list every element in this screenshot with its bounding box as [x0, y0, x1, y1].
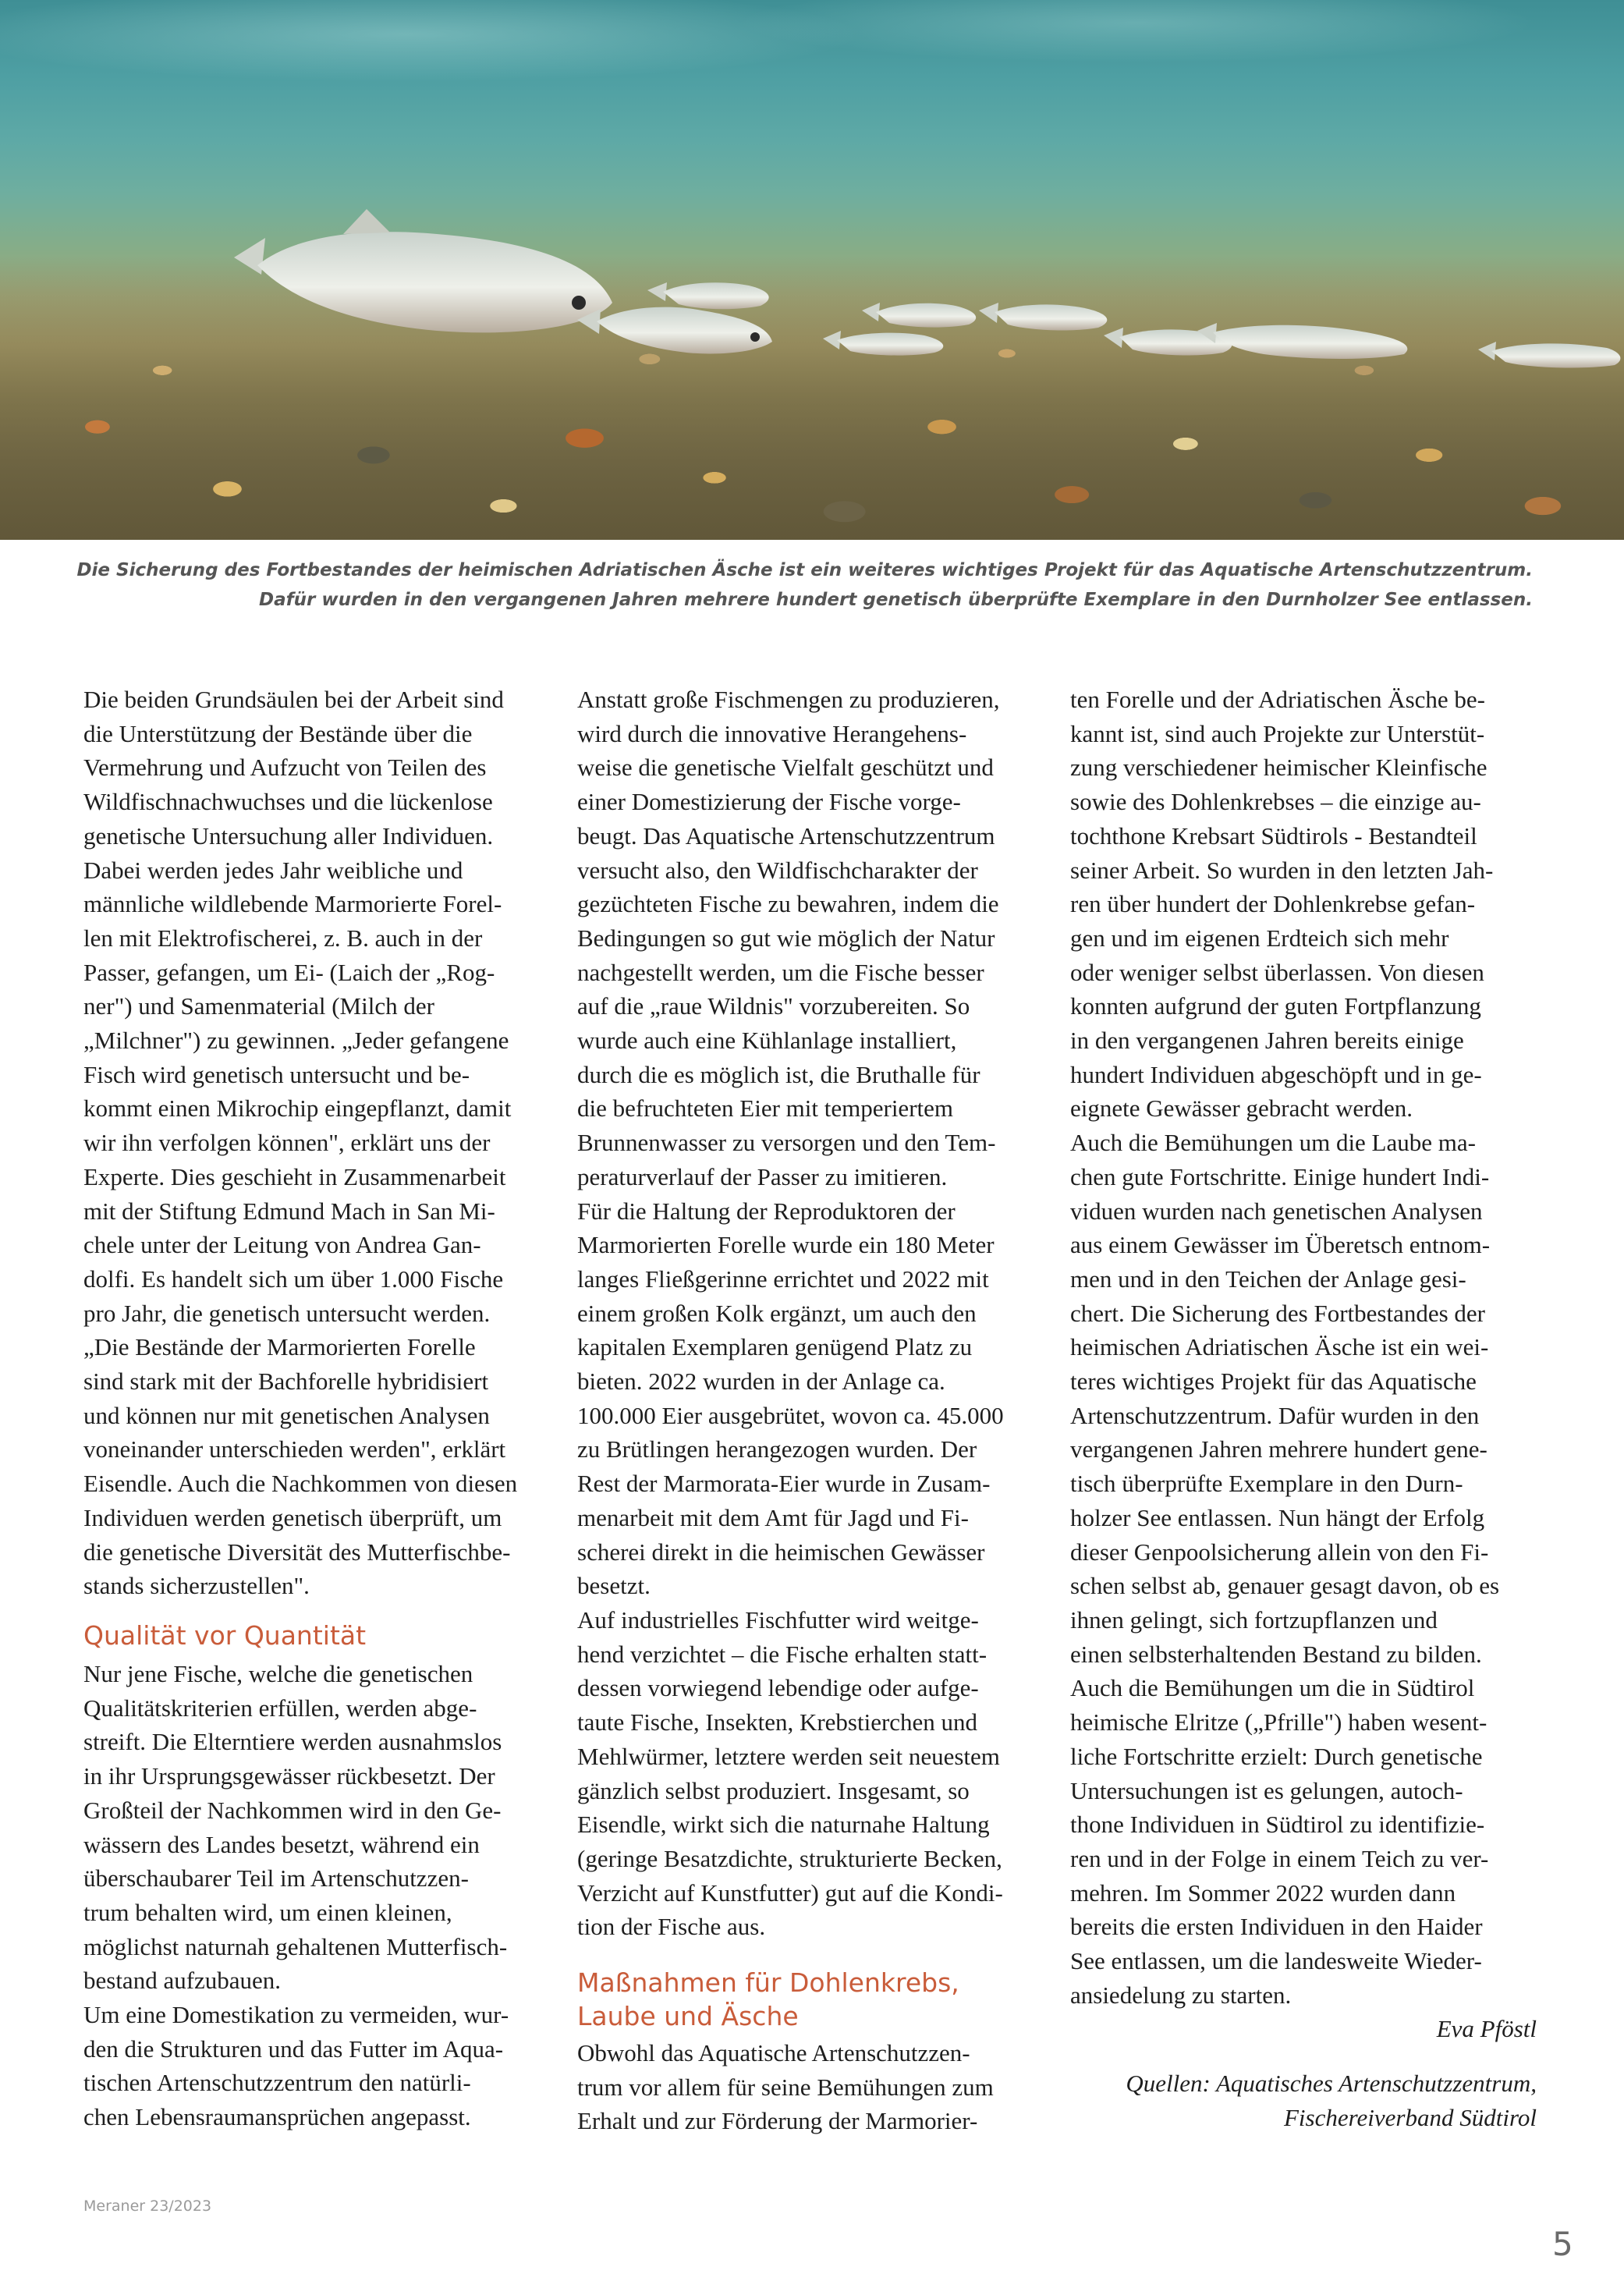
text-line: Individuen werden genetisch überprüft, um	[83, 1503, 502, 1531]
text-line: einen selbsterhaltenden Bestand zu bilden.	[1070, 1640, 1482, 1668]
text-line: Untersuchungen ist es gelungen, autoch-	[1070, 1776, 1463, 1804]
text-line: Auf industrielles Fischfutter wird weitge-	[577, 1605, 979, 1634]
text-line: menarbeit mit dem Amt für Jagd und Fi-	[577, 1503, 969, 1531]
fish-medium	[577, 307, 772, 354]
text-line: Dabei werden jedes Jahr weibliche und	[83, 856, 463, 884]
text-line: oder weniger selbst überlassen. Von diesen	[1070, 958, 1484, 986]
text-line: sowie des Dohlenkrebses – die einzige au-	[1070, 788, 1481, 816]
text-line: ren über hundert der Dohlenkrebse gefan-	[1070, 890, 1476, 918]
photo-caption	[62, 555, 1533, 615]
text-line: versucht also, den Wildfischcharakter der	[577, 856, 978, 884]
text-line: Experte. Dies geschieht in Zusammenarbeit	[83, 1162, 506, 1190]
text-line: tischen Artenschutzzentrum den natürli-	[83, 2069, 471, 2097]
text-line: viduen wurden nach genetischen Analysen	[1070, 1197, 1483, 1225]
text-line: genetische Untersuchung aller Individuen.	[83, 821, 494, 850]
text-line: Eisendle. Auch die Nachkommen von diesen	[83, 1470, 518, 1498]
text-line: beugt. Das Aquatische Artenschutzzentrum	[577, 821, 995, 850]
fish-small-1	[647, 282, 769, 309]
text-line: chen gute Fortschritte. Einige hundert Indi-	[1070, 1162, 1490, 1190]
fish-small-6	[1197, 323, 1407, 359]
text-line: gänzlich selbst produziert. Insgesamt, so	[577, 1776, 970, 1804]
text-line: wir ihn verfolgen können", erklärt uns der	[83, 1129, 491, 1157]
text-line: men und in den Teichen der Anlage gesi-	[1070, 1265, 1466, 1293]
text-line: Eisendle, wirkt sich die naturnahe Haltung	[577, 1811, 990, 1839]
paragraph-quality	[83, 1657, 548, 2134]
text-line: dolfi. Es handelt sich um über 1.000 Fische	[83, 1265, 504, 1293]
text-line: einem großen Kolk ergänzt, um auch den	[577, 1299, 977, 1327]
text-line: zu Brütlingen herangezogen wurden. Der	[577, 1435, 977, 1463]
text-line: pro Jahr, die genetisch untersucht werden.	[83, 1299, 491, 1327]
text-line: Auch die Bemühungen um die in Südtirol	[1070, 1674, 1475, 1702]
section-heading-measures-line-2: Laube und Äsche	[577, 2001, 799, 2032]
text-line: den die Strukturen und das Futter im Aqua-	[83, 2034, 504, 2063]
text-line: chert. Die Sicherung des Fortbestandes der	[1070, 1299, 1486, 1327]
text-line: chele unter der Leitung von Andrea Gan-	[83, 1231, 481, 1259]
text-line: hundert Individuen abgeschöpft und in ge-	[1070, 1060, 1482, 1088]
text-line: nachgestellt werden, um die Fische besser	[577, 958, 984, 986]
page-number: 5	[1552, 2225, 1573, 2263]
text-line: Großteil der Nachkommen wird in den Ge-	[83, 1796, 502, 1824]
text-line: gezüchteten Fische zu bewahren, indem die	[577, 890, 999, 918]
text-line: ansiedelung zu starten.	[1070, 1981, 1292, 2009]
text-line: besetzt.	[577, 1572, 651, 1600]
text-line: überschaubarer Teil im Artenschutzzen-	[83, 1864, 469, 1893]
text-line: seiner Arbeit. So wurden in den letzten Jah-	[1070, 856, 1494, 884]
text-line: dessen vorwiegend lebendige oder aufge-	[577, 1674, 979, 1702]
caption-line-1: Die Sicherung des Fortbestandes der heimischen Adriatischen Äsche ist ein weiteres wichtiges Projekt für das Aquatische Artenschutzzentrum.	[76, 560, 1533, 580]
article-column-2	[577, 683, 1042, 2138]
text-line: die Unterstützung der Bestände über die	[83, 719, 473, 747]
text-line: ner") und Samenmaterial (Milch der	[83, 992, 434, 1020]
text-line: Brunnenwasser zu versorgen und den Tem-	[577, 1129, 996, 1157]
section-heading-measures-line-1: Maßnahmen für Dohlenkrebs,	[577, 1967, 959, 1999]
text-line: mehren. Im Sommer 2022 wurden dann	[1070, 1878, 1456, 1907]
text-line: trum vor allem für seine Bemühungen zum	[577, 2073, 994, 2101]
text-line: gen und im eigenen Erdteich sich mehr	[1070, 924, 1449, 952]
text-line: Qualitätskriterien erfüllen, werden abge-	[83, 1694, 477, 1722]
text-line: (geringe Besatzdichte, strukturierte Becken,	[577, 1844, 1002, 1872]
text-line: Fisch wird genetisch untersucht und be-	[83, 1060, 470, 1088]
caption-line-2: Dafür wurden in den vergangenen Jahren mehrere hundert genetisch überprüfte Exemplare in den Durnholzer See entlassen.	[259, 590, 1533, 610]
text-line: Die beiden Grundsäulen bei der Arbeit sind	[83, 686, 504, 713]
text-line: teres wichtiges Projekt für das Aquatische	[1070, 1368, 1477, 1396]
text-line: kapitalen Exemplaren genügend Platz zu	[577, 1333, 973, 1361]
text-line: „Milchner") zu gewinnen. „Jeder gefangene	[83, 1027, 509, 1055]
fish-small-4	[979, 303, 1107, 330]
text-line: Erhalt und zur Förderung der Marmorier-	[577, 2107, 978, 2135]
text-line: zung verschiedener heimischer Kleinfische	[1070, 754, 1487, 782]
text-line: streift. Die Elterntiere werden ausnahmslos	[83, 1728, 502, 1756]
paragraph-intro	[83, 683, 548, 1603]
text-line: tochthone Krebsart Südtirols - Bestandteil	[1070, 821, 1477, 850]
text-line: Wildfischnachwuchses und die lückenlose	[83, 788, 493, 816]
text-line: aus einem Gewässer im Überetsch entnom-	[1070, 1231, 1491, 1259]
text-line: peraturverlauf der Passer zu imitieren.	[577, 1162, 948, 1190]
fish-small-3	[823, 331, 943, 356]
text-line: Für die Haltung der Reproduktoren der	[577, 1197, 956, 1225]
text-line: die genetische Diversität des Mutterfischbe-	[83, 1538, 511, 1566]
magazine-issue: Meraner 23/2023	[83, 2198, 212, 2215]
text-line: „Die Bestände der Marmorierten Forelle	[83, 1333, 476, 1361]
sources-line-1: Quellen: Aquatisches Artenschutzzentrum,	[1126, 2070, 1537, 2098]
text-line: ihnen gelingt, sich fortzupflanzen und	[1070, 1605, 1438, 1634]
text-line: mit der Stiftung Edmund Mach in San Mi-	[83, 1197, 495, 1225]
text-line: männliche wildlebende Marmorierte Forel-	[83, 890, 502, 918]
text-line: bestand aufzubauen.	[83, 1967, 282, 1995]
text-line: Marmorierten Forelle wurde ein 180 Meter	[577, 1231, 995, 1259]
text-line: ren und in der Folge in einem Teich zu ver-	[1070, 1844, 1489, 1872]
text-line: Auch die Bemühungen um die Laube ma-	[1070, 1129, 1476, 1157]
text-line: hend verzichtet – die Fische erhalten statt-	[577, 1640, 988, 1668]
text-line: holzer See entlassen. Nun hängt der Erfolg	[1070, 1503, 1485, 1531]
author-name: Eva Pföstl	[1436, 2015, 1537, 2043]
text-line: in den vergangenen Jahren bereits einige	[1070, 1027, 1464, 1055]
text-line: dieser Genpoolsicherung allein von den Fi-	[1070, 1538, 1489, 1566]
text-line: bieten. 2022 wurden in der Anlage ca.	[577, 1368, 945, 1396]
text-line: taute Fische, Insekten, Krebstierchen und	[577, 1708, 978, 1736]
text-line: Passer, gefangen, um Ei- (Laich der „Rog-	[83, 958, 495, 986]
article-column-3	[1070, 683, 1537, 2135]
text-line: len mit Elektrofischerei, z. B. auch in der	[83, 924, 483, 952]
text-line: Vermehrung und Aufzucht von Teilen des	[83, 754, 487, 782]
text-line: auf die „raue Wildnis" vorzubereiten. So	[577, 992, 970, 1020]
paragraph-breeding	[577, 683, 1042, 1944]
section-heading-quality: Qualität vor Quantität	[83, 1619, 367, 1651]
text-line: kannt ist, sind auch Projekte zur Unterstüt-	[1070, 719, 1485, 747]
text-line: Artenschutzzentrum. Dafür wurden in den	[1070, 1401, 1480, 1429]
text-line: die befruchteten Eier mit temperiertem	[577, 1094, 953, 1123]
paragraph-species	[1070, 683, 1537, 2012]
text-line: Nur jene Fische, welche die genetischen	[83, 1659, 473, 1687]
text-line: Anstatt große Fischmengen zu produzieren,	[577, 686, 1000, 713]
text-line: eignete Gewässer gebracht werden.	[1070, 1094, 1413, 1123]
text-line: weise die genetische Vielfalt geschützt und	[577, 754, 994, 782]
article-column-1	[83, 683, 548, 2134]
text-line: durch die es möglich ist, die Bruthalle für	[577, 1060, 980, 1088]
text-line: Mehlwürmer, letztere werden seit neuestem	[577, 1742, 1000, 1770]
text-line: tisch überprüfte Exemplare in den Durn-	[1070, 1470, 1463, 1498]
text-line: kommt einen Mikrochip eingepflanzt, damit	[83, 1094, 512, 1123]
text-line: chen Lebensraumansprüchen angepasst.	[83, 2103, 471, 2131]
text-line: schen selbst ab, genauer gesagt davon, ob es	[1070, 1572, 1500, 1600]
text-line: sind stark mit der Bachforelle hybridisiert	[83, 1368, 489, 1396]
text-line: in ihr Ursprungsgewässer rückbesetzt. Der	[83, 1762, 495, 1790]
text-line: voneinander unterschieden werden", erklärt	[83, 1435, 506, 1463]
text-line: bereits die ersten Individuen in den Haider	[1070, 1913, 1483, 1941]
paragraph-measures	[577, 2036, 1042, 2138]
text-line: wird durch die innovative Herangehens-	[577, 719, 967, 747]
text-line: und können nur mit genetischen Analysen	[83, 1401, 490, 1429]
text-line: See entlassen, um die landesweite Wieder-	[1070, 1947, 1482, 1975]
text-line: Obwohl das Aquatische Artenschutzzen-	[577, 2039, 970, 2067]
text-line: tion der Fische aus.	[577, 1913, 766, 1941]
text-line: Um eine Domestikation zu vermeiden, wur-	[83, 2001, 509, 2029]
sources-line-2: Fischereiverband Südtirol	[1283, 2103, 1537, 2131]
text-line: vergangenen Jahren mehrere hundert gene-	[1070, 1435, 1487, 1463]
text-line: 100.000 Eier ausgebrütet, wovon ca. 45.000	[577, 1401, 1004, 1429]
fish-school	[0, 0, 1624, 540]
text-line: Rest der Marmorata-Eier wurde in Zusam-	[577, 1470, 991, 1498]
fish-small-2	[862, 303, 976, 328]
text-line: scherei direkt in die heimischen Gewässer	[577, 1538, 985, 1566]
section-heading-measures	[577, 1966, 1042, 2033]
text-line: trum behalten wird, um einen kleinen,	[83, 1898, 452, 1926]
text-line: liche Fortschritte erzielt: Durch genetische	[1070, 1742, 1483, 1770]
text-line: langes Fließgerinne errichtet und 2022 mit	[577, 1265, 989, 1293]
text-line: thone Individuen in Südtirol zu identifizie-	[1070, 1811, 1485, 1839]
text-line: stands sicherzustellen".	[83, 1572, 310, 1600]
text-line: konnten aufgrund der guten Fortpflanzung	[1070, 992, 1481, 1020]
text-line: einer Domestizierung der Fische vorge-	[577, 788, 961, 816]
header-photo	[0, 0, 1624, 540]
text-line: heimischen Adriatischen Äsche ist ein wei-	[1070, 1333, 1489, 1361]
text-line: heimische Elritze („Pfrille") haben wesent-	[1070, 1708, 1487, 1736]
text-line: wässern des Landes besetzt, während ein	[83, 1830, 480, 1858]
sources-note	[1070, 2066, 1537, 2134]
fish-large	[234, 209, 612, 332]
text-line: wurde auch eine Kühlanlage installiert,	[577, 1027, 957, 1055]
text-line: Verzicht auf Kunstfutter) gut auf die Kondi-	[577, 1878, 1003, 1907]
text-line: möglichst naturnah gehaltenen Mutterfisch-	[83, 1932, 508, 1960]
text-line: ten Forelle und der Adriatischen Äsche be-	[1070, 686, 1485, 713]
text-line: Bedingungen so gut wie möglich der Natur	[577, 924, 995, 952]
fish-small-7	[1478, 342, 1620, 367]
